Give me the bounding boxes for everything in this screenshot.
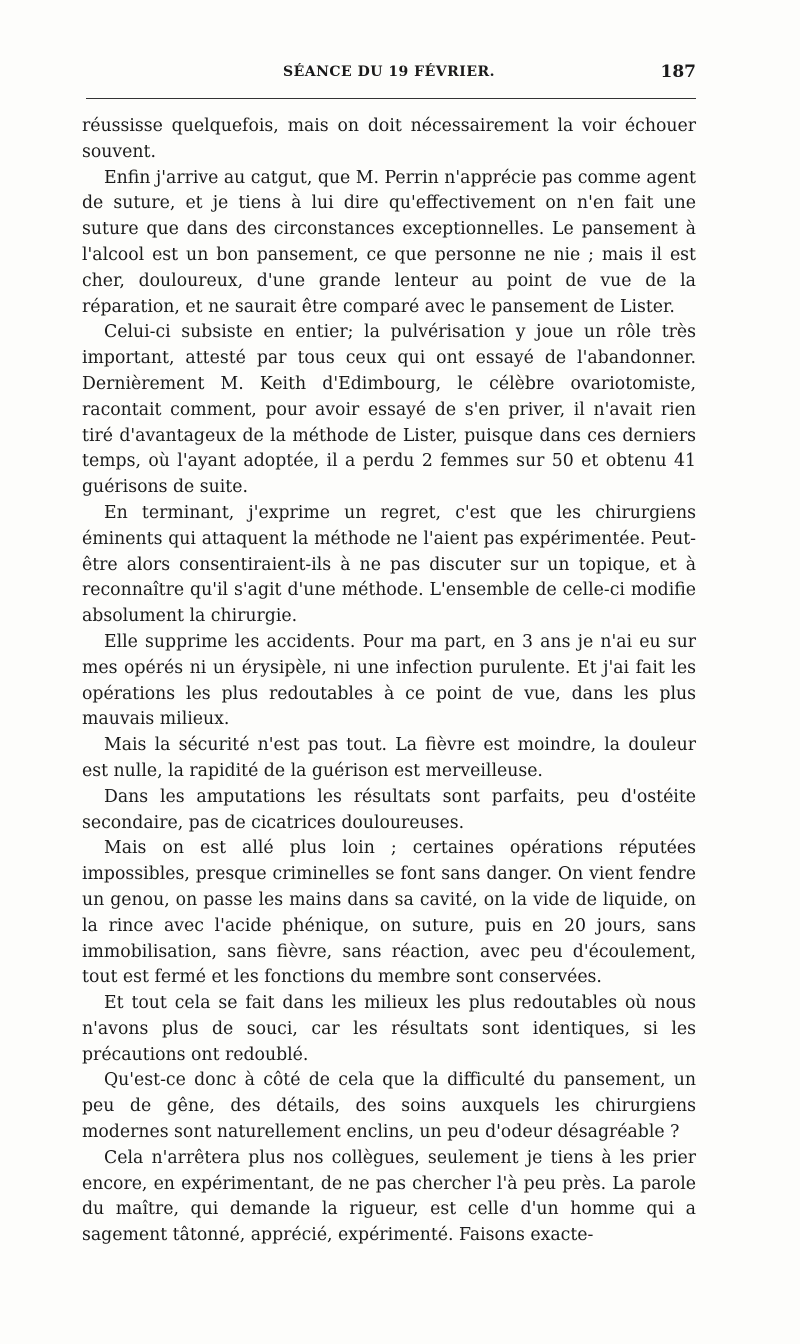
paragraph: Et tout cela se fait dans les milieux les plus redoutables où nous n'avons plus de souci, car les résultats sont identiques, si les précautions ont redoublé. — [82, 993, 696, 1065]
paragraph: réussisse quelquefois, mais on doit nécessairement la voir échouer souvent. — [82, 116, 696, 162]
running-header — [82, 60, 696, 88]
paragraph: Qu'est-ce donc à côté de cela que la difficulté du pansement, un peu de gêne, des détails, des soins auxquels les chirurgiens modernes sont naturellement enclins, un peu d'odeur désagréable ? — [82, 1070, 696, 1143]
paragraph: Dans les amputations les résultats sont parfaits, peu d'ostéite secondaire, pas de cicatrices douloureuses. — [82, 786, 696, 833]
paragraph: En terminant, j'exprime un regret, c'est que les chirurgiens éminents qui attaquent la méthode ne l'aient pas expérimentée. Peut-être alors consentiraient-ils à ne pas discuter sur un topique, et à reconnaître qu'il s'agit d'une méthode. L'ensemble de celle-ci modifie absolument la chirurgie. — [82, 502, 696, 627]
running-title: SÉANCE DU 19 FÉVRIER. — [282, 64, 496, 80]
paragraph: Enfin j'arrive au catgut, que M. Perrin n'apprécie pas comme agent de suture, et je tiens à lui dire qu'effectivement on n'en fait une suture que dans des circonstances exceptionnelles. Le pansement à l'alcool est un bon pansement, ce que personne ne nie ; mais il est cher, douloureux, d'une grande lenteur au point de vue de la réparation, et ne saurait être comparé avec le pansement de Lister. — [82, 167, 696, 317]
paragraph: Mais on est allé plus loin ; certaines opérations réputées impossibles, presque criminelles se font sans danger. On vient fendre un genou, on passe les mains dans sa cavité, on la vide de liquide, on la rince avec l'acide phénique, on suture, puis en 20 jours, sans immobilisation, sans fièvre, sans réaction, avec peu d'écoulement, tout est fermé et les fonctions du membre sont conservées. — [82, 838, 696, 988]
paragraph: Elle supprime les accidents. Pour ma part, en 3 ans je n'ai eu sur mes opérés ni un érysipèle, ni une infection purulente. Et j'ai fait les opérations les plus redoutables à ce point de vue, dans les plus mauvais milieux. — [82, 631, 696, 730]
paragraph: Celui-ci subsiste en entier; la pulvérisation y joue un rôle très important, attesté par tous ceux qui ont essayé de l'abandonner. Dernièrement M. Keith d'Edimbourg, le célèbre ovariotomiste, racontait comment, pour avoir essayé de s'en priver, il n'avait rien tiré d'avantageux de la méthode de Lister, puisque dans ces derniers temps, où l'ayant adoptée, il a perdu 2 femmes sur 50 et obtenu 41 guérisons de suite. — [82, 322, 696, 498]
header-rule — [86, 98, 696, 99]
page-number: 187 — [660, 62, 696, 82]
paragraph: Mais la sécurité n'est pas tout. La fièvre est moindre, la douleur est nulle, la rapidité de la guérison est merveilleuse. — [82, 735, 696, 781]
paragraph: Cela n'arrêtera plus nos collègues, seulement je tiens à les prier encore, en expérimentant, de ne pas chercher l'à peu près. La parole du maître, qui demande la rigueur, est celle d'un homme qui a sagement tâtonné, apprécié, expérimenté. Faisons exacte- — [82, 1147, 696, 1246]
body-text — [82, 114, 696, 1249]
